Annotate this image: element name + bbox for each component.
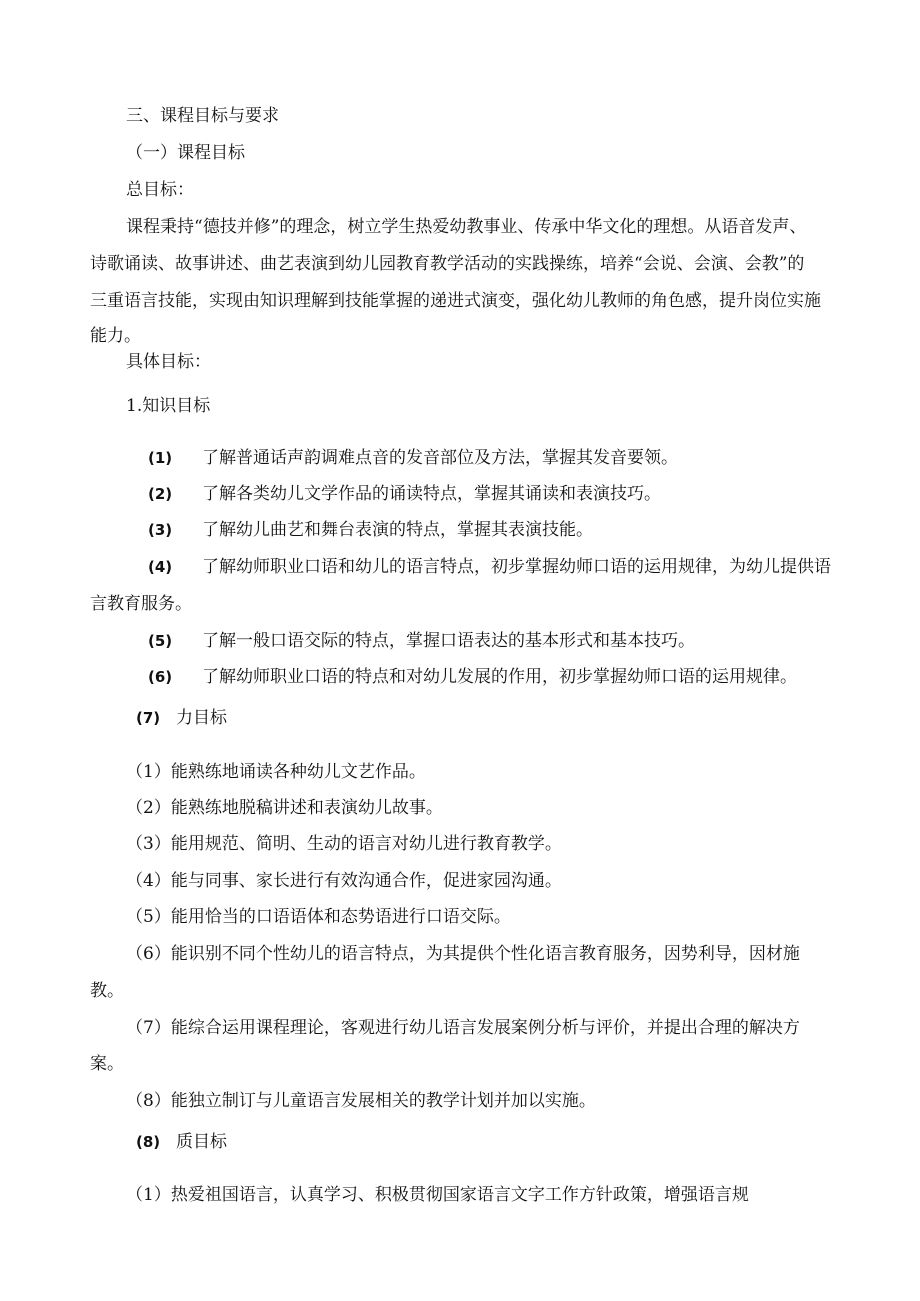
overall-goal-line-3: 三重语言技能，实现由知识理解到技能掌握的递进式演变，强化幼儿教师的角色感，提升岗位实施 — [90, 291, 821, 311]
knowledge-item — [148, 631, 695, 651]
item-number: (5) — [148, 632, 173, 650]
item-number: (1) — [148, 449, 173, 467]
ability-item: （2）能熟练地脱稿讲述和表演幼儿故事。 — [126, 798, 443, 818]
heading-text: 质目标 — [176, 1132, 227, 1152]
quality-heading — [136, 1132, 227, 1152]
heading-text: 力目标 — [176, 708, 227, 728]
item-text: 了解幼师职业口语和幼儿的语言特点，初步掌握幼师口语的运用规律，为幼儿提供语 — [202, 557, 831, 577]
specific-goal-label: 具体目标： — [126, 352, 211, 372]
knowledge-item — [148, 667, 797, 687]
item-number: (3) — [148, 521, 173, 539]
section-title: 三、课程目标与要求 — [126, 106, 279, 126]
heading-number: (7) — [136, 709, 161, 727]
ability-item-continuation: 案。 — [90, 1054, 124, 1074]
ability-item: （3）能用规范、简明、生动的语言对幼儿进行教育教学。 — [126, 834, 562, 854]
item-number: (2) — [148, 485, 173, 503]
item-text: 了解普通话声韵调难点音的发音部位及方法，掌握其发音要领。 — [202, 448, 678, 468]
ability-item: （4）能与同事、家长进行有效沟通合作，促进家园沟通。 — [126, 871, 562, 891]
heading-number: (8) — [136, 1133, 161, 1151]
ability-item: （8）能独立制订与儿童语言发展相关的教学计划并加以实施。 — [126, 1091, 596, 1111]
knowledge-item — [148, 448, 678, 468]
knowledge-item — [148, 557, 831, 577]
ability-heading — [136, 708, 227, 728]
item-number: (6) — [148, 668, 173, 686]
item-text: 了解各类幼儿文学作品的诵读特点，掌握其诵读和表演技巧。 — [202, 484, 661, 504]
subsection-title: （一）课程目标 — [126, 143, 245, 163]
ability-item: （7）能综合运用课程理论，客观进行幼儿语言发展案例分析与评价，并提出合理的解决方 — [126, 1018, 800, 1038]
knowledge-item — [148, 484, 661, 504]
overall-goal-line-4: 能力。 — [90, 326, 141, 346]
item-text: 了解一般口语交际的特点，掌握口语表达的基本形式和基本技巧。 — [202, 631, 695, 651]
knowledge-heading: 1.知识目标 — [126, 396, 211, 416]
ability-item-continuation: 教。 — [90, 981, 124, 1001]
overall-goal-line-2: 诗歌诵读、故事讲述、曲艺表演到幼儿园教育教学活动的实践操练，培养“会说、会演、会教”的 — [90, 254, 805, 274]
ability-item: （5）能用恰当的口语语体和态势语进行口语交际。 — [126, 907, 511, 927]
item-text: 了解幼儿曲艺和舞台表演的特点，掌握其表演技能。 — [202, 520, 593, 540]
knowledge-item-continuation: 言教育服务。 — [90, 594, 192, 614]
item-number: (4) — [148, 558, 173, 576]
overall-goal-label: 总目标： — [126, 180, 194, 200]
ability-item: （6）能识别不同个性幼儿的语言特点，为其提供个性化语言教育服务，因势利导，因材施 — [126, 944, 800, 964]
quality-item: （1）热爱祖国语言，认真学习、积极贯彻国家语言文字工作方针政策，增强语言规 — [126, 1185, 749, 1205]
knowledge-item — [148, 520, 593, 540]
overall-goal-line-1: 课程秉持“德技并修”的理念，树立学生热爱幼教事业、传承中华文化的理想。从语音发声、 — [126, 217, 807, 237]
item-text: 了解幼师职业口语的特点和对幼儿发展的作用，初步掌握幼师口语的运用规律。 — [202, 667, 797, 687]
ability-item: （1）能熟练地诵读各种幼儿文艺作品。 — [126, 762, 426, 782]
